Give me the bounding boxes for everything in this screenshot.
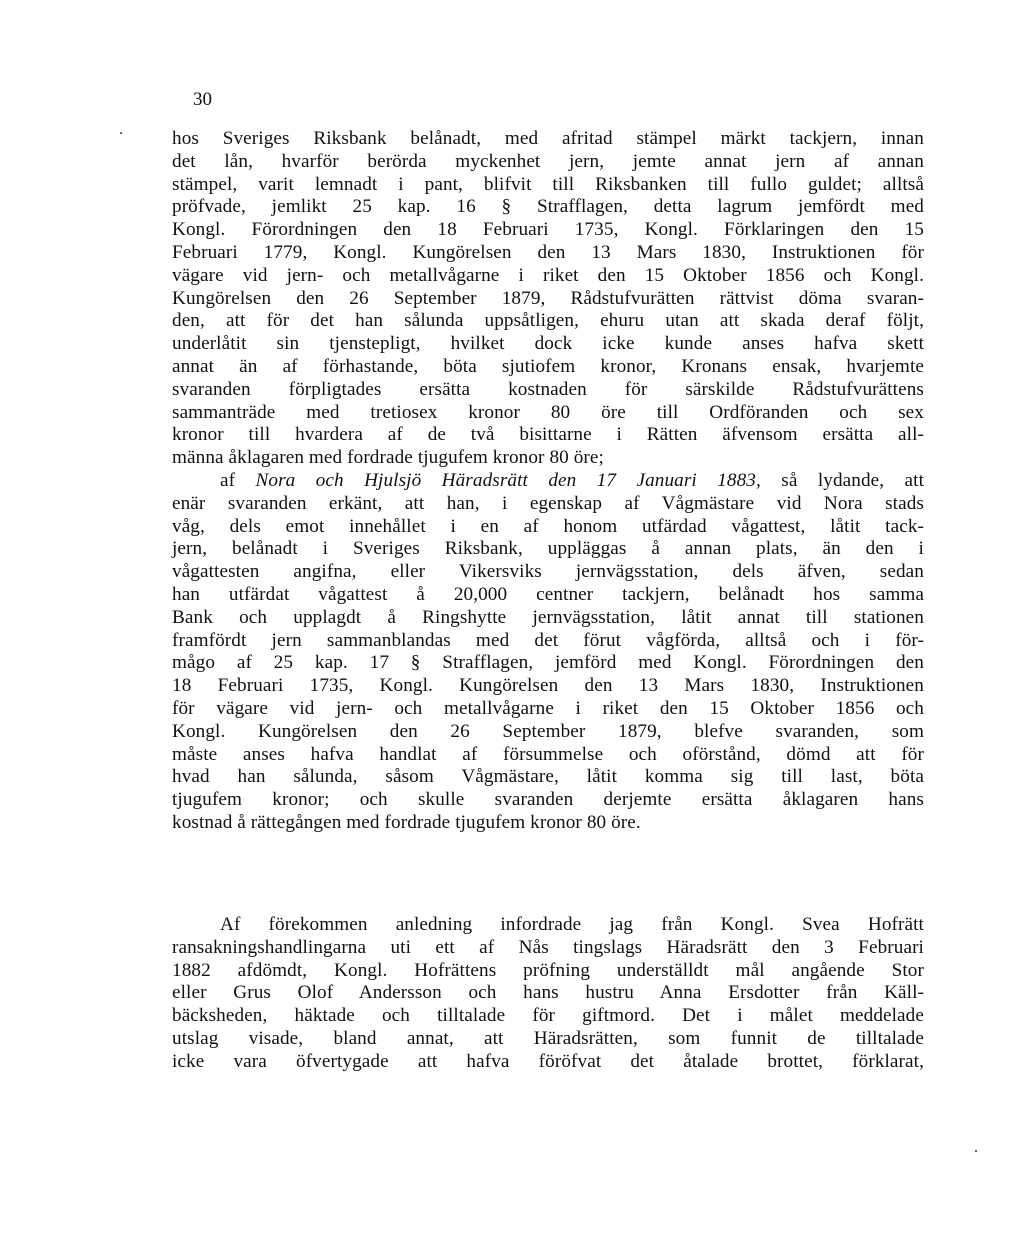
text-line: framfördt jern sammanblandas med det förut vågförda, alltså och i för- [172, 629, 924, 651]
paragraph-2 [172, 914, 924, 1074]
paragraph-1 [172, 128, 924, 835]
text-line: stämpel, varit lemnadt i pant, blifvit till Riksbanken till fullo guldet; alltså [172, 173, 924, 195]
text-line: eller Grus Olof Andersson och hans hustru Anna Ersdotter från Käll- [172, 982, 924, 1004]
text-line: jern, belånadt i Sveriges Riksbank, uppläggas å annan plats, än den i [172, 538, 924, 560]
text-line: icke vara öfvertygade att hafva föröfvat det åtalade brottet, förklarat, [172, 1050, 924, 1072]
court-reference-italic: Nora och Hjulsjö Häradsrätt den 17 Januari 1883, [255, 469, 761, 491]
text-line: hos Sveriges Riksbank belånadt, med afritad stämpel märkt tackjern, innan [172, 128, 924, 149]
text-line: underlåtit sin tjenstepligt, hvilket dock icke kunde anses hafva skett [172, 333, 924, 355]
text-line: måste anses hafva handlat af försummelse och oförstånd, dömd att för [172, 743, 924, 765]
text-line: enär svaranden erkänt, att han, i egenskap af Vågmästare vid Nora stads [172, 492, 924, 514]
page-number: 30 [193, 89, 212, 110]
text-line: Bank och upplagdt å Ringshytte jernvägsstation, låtit annat till stationen [172, 606, 924, 628]
text-line: 18 Februari 1735, Kongl. Kungörelsen den 13 Mars 1830, Instruktionen [172, 675, 924, 697]
text-line: den, att för det han sålunda uppsåtligen, ehuru utan att skada deraf följt, [172, 310, 924, 332]
text-line: bäcksheden, häktade och tilltalade för giftmord. Det i målet meddelade [172, 1005, 924, 1027]
text-line: det lån, hvarför berörda myckenhet jern, jemte annat jern af annan [172, 150, 924, 172]
text-line: Kongl. Förordningen den 18 Februari 1735, Kongl. Förklaringen den 15 [172, 219, 924, 241]
text-line: Kongl. Kungörelsen den 26 September 1879, blefve svaranden, som [172, 720, 924, 742]
text-line: vågattesten angifna, eller Vikersviks jernvägsstation, dels äfven, sedan [172, 561, 924, 583]
text-line: våg, dels emot innehållet i en af honom utfärdad vågattest, låtit tack- [172, 515, 924, 537]
text-line: pröfvade, jemlikt 25 kap. 16 § Strafflagen, detta lagrum jemfördt med [172, 196, 924, 218]
text-line: mågo af 25 kap. 17 § Strafflagen, jemförd med Kongl. Förordningen den [172, 652, 924, 674]
text-line: sammanträde med tretiosex kronor 80 öre till Ordföranden och sex [172, 401, 924, 423]
text-line: Februari 1779, Kongl. Kungörelsen den 13 Mars 1830, Instruktionen för [172, 241, 924, 263]
text-line: vägare vid jern- och metallvågarne i riket den 15 Oktober 1856 och Kongl. [172, 264, 924, 286]
text-line: ransakningshandlingarna uti ett af Nås tingslags Häradsrätt den 3 Februari [172, 936, 924, 958]
text-line: svaranden förpligtades ersätta kostnaden för särskilde Rådstufvurättens [172, 378, 924, 400]
scan-speck [120, 132, 122, 134]
text-line: utslag visade, bland annat, att Häradsrätten, som funnit de tilltalade [172, 1027, 924, 1049]
text-line: 1882 afdömdt, Kongl. Hofrättens pröfning underställdt mål angående Stor [172, 959, 924, 981]
text-line: Af förekommen anledning infordrade jag från Kongl. Svea Hofrätt [220, 914, 924, 935]
text-line: kronor till hvardera af de två bisittarne i Rätten äfvensom ersätta all- [172, 424, 924, 446]
text-line: för vägare vid jern- och metallvågarne i riket den 15 Oktober 1856 och [172, 697, 924, 719]
scan-speck [975, 1150, 977, 1152]
text-line-af-nora [172, 470, 924, 493]
text-line: hvad han sålunda, såsom Vågmästare, låtit komma sig till last, böta [172, 766, 924, 788]
text-line: kostnad å rättegången med fordrade tjugufem kronor 80 öre. [172, 811, 641, 833]
text-line: Kungörelsen den 26 September 1879, Rådstufvurätten rättvist döma svaran- [172, 287, 924, 309]
text-line: annat än af förhastande, böta sjutiofem kronor, Kronans ensak, hvarjemte [172, 355, 924, 377]
text-line: männa åklagaren med fordrade tjugufem kronor 80 öre; [172, 447, 604, 469]
af-lead: af [220, 469, 256, 491]
af-rest: så lydande, att [760, 469, 924, 491]
text-line: tjugufem kronor; och skulle svaranden derjemte ersätta åklagaren hans [172, 789, 924, 811]
text-line: han utfärdat vågattest å 20,000 centner tackjern, belånadt hos samma [172, 583, 924, 605]
